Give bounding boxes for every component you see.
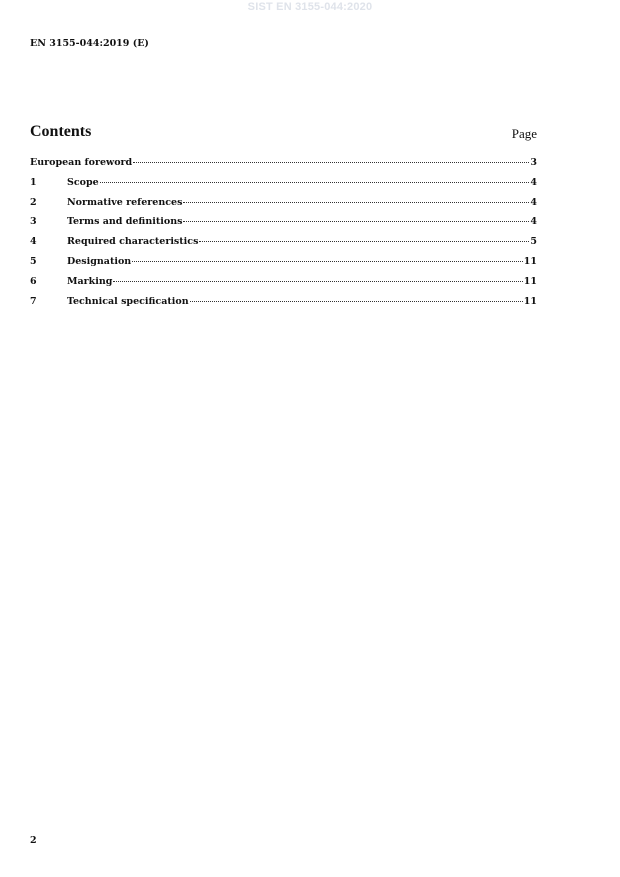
dot-leader [113,281,522,282]
dot-leader [183,202,529,203]
toc-entry-page: 4 [530,216,537,228]
dot-leader [100,182,530,183]
toc-entry-scope[interactable] [30,177,537,197]
page-number: 2 [30,835,37,846]
toc-entry-technical-specification[interactable] [30,296,537,316]
dot-leader [190,301,523,302]
dot-leader [183,221,529,222]
toc-entry-number: 1 [30,176,37,188]
toc-entry-number: 3 [30,216,37,228]
toc-entry-page: 11 [523,275,537,287]
toc-entry-title: Normative references [67,196,183,208]
toc-entry-page: 3 [530,157,537,168]
toc-entry-number: 6 [30,275,37,287]
dot-leader [133,162,529,163]
toc-entry-terms-and-definitions[interactable] [30,216,537,236]
dot-leader [199,241,529,242]
contents-heading: Contents [30,123,92,140]
toc-entry-number: 4 [30,236,37,248]
toc-entry-normative-references[interactable] [30,197,537,217]
toc-entry-foreword[interactable] [30,157,537,177]
watermark: SIST EN 3155-044:2020 [247,1,373,13]
toc-entry-title: Technical specification [67,295,189,307]
toc-entry-title: Marking [67,275,113,287]
toc-entry-title: Required characteristics [67,236,199,248]
toc-entry-title: Scope [67,176,99,188]
dot-leader [132,261,523,262]
toc-entry-page: 4 [530,196,537,208]
toc-entry-required-characteristics[interactable] [30,236,537,256]
toc-entry-number: 7 [30,295,37,307]
toc-entry-number: 2 [30,196,37,208]
toc-entry-page: 11 [523,255,537,267]
toc-entry-title: Designation [67,255,132,267]
document-id: EN 3155-044:2019 (E) [30,38,149,49]
toc-entry-number: 5 [30,255,37,267]
toc-entry-designation[interactable] [30,256,537,276]
toc-entry-page: 5 [530,236,537,248]
toc-entry-title: Terms and definitions [67,216,183,228]
toc-entry-page: 11 [523,295,537,307]
page-column-heading: Page [511,126,537,141]
toc-entry-title: European foreword [30,157,133,168]
toc-entry-page: 4 [530,176,537,188]
toc-entry-marking[interactable] [30,276,537,296]
table-of-contents [30,157,537,315]
